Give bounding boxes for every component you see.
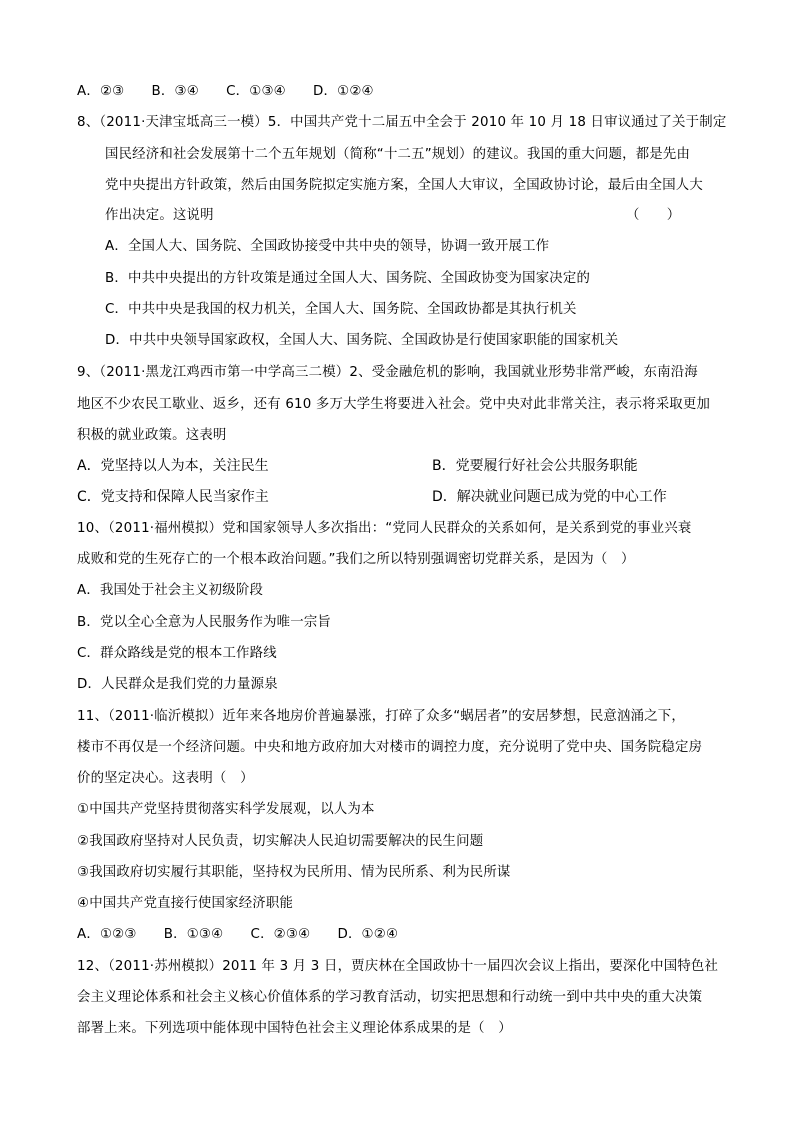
q9-stem-line-2: 地区不少农民工歇业、返乡，还有 610 多万大学生将要进入社会。党中央对此非常关注，表示将采取更加 (77, 397, 711, 412)
q12-stem-line-1: 12、（2011·苏州模拟）2011 年 3 月 3 日，贾庆林在全国政协十一届四次会议上指出，要深化中国特色社 (77, 959, 719, 974)
q11-statement-4: ④中国共产党直接行使国家经济职能 (77, 896, 294, 911)
q7-options: A．②③ B．③④ C．①③④ D．①②④ (77, 84, 374, 99)
q9-option-b: B．党要履行好社会公共服务职能 (432, 458, 638, 474)
q9-option-a: A．党坚持以人为本，关注民生 (77, 458, 269, 474)
q8-option-a: A．全国人大、国务院、全国政协接受中共中央的领导，协调一致开展工作 (105, 239, 550, 254)
q8-stem-line-1: 8、（2011·天津宝坻高三一模）5．中国共产党十二届五中全会于 2010 年 10 月 18 日审议通过了关于制定 (77, 115, 727, 130)
q8-answer-bracket: （ ） (626, 208, 681, 223)
q11-stem-line-3: 价的坚定决心。这表明（ ） (77, 771, 254, 786)
q8-stem-line-2: 国民经济和社会发展第十二个五年规划（简称“十二五”规划）的建议。我国的重大问题，都是先由 (105, 147, 691, 162)
q11-statement-3: ③我国政府切实履行其职能，坚持权为民所用、情为民所系、利为民所谋 (77, 865, 511, 880)
q8-option-c: C．中共中央是我国的权力机关，全国人大、国务院、全国政协都是其执行机关 (105, 302, 577, 317)
q10-stem-line-2: 成败和党的生死存亡的一个根本政治问题。”我们之所以特别强调密切党群关系，是因为（ ） (77, 552, 635, 567)
q12-stem-line-2: 会主义理论体系和社会主义核心价值体系的学习教育活动，切实把思想和行动统一到中共中央的重大决策 (77, 990, 703, 1005)
q11-statement-1: ①中国共产党坚持贯彻落实科学发展观，以人为本 (77, 802, 375, 817)
q9-stem-line-1: 9、（2011·黑龙江鸡西市第一中学高三二模）2、受金融危机的影响，我国就业形势非常严峻，东南沿海 (77, 365, 698, 380)
q8-option-b: B．中共中央提出的方针攻策是通过全国人大、国务院、全国政协变为国家决定的 (105, 271, 591, 286)
q10-option-d: D．人民群众是我们党的力量源泉 (77, 677, 278, 692)
q10-option-a: A．我国处于社会主义初级阶段 (77, 583, 264, 598)
q8-stem-line-4: 作出决定。这说明 (105, 208, 214, 223)
q11-stem-line-2: 楼市不再仅是一个经济问题。中央和地方政府加大对楼市的调控力度，充分说明了党中央、国务院稳定房 (77, 740, 703, 755)
q11-options: A．①②③ B．①③④ C．②③④ D．①②④ (77, 927, 399, 942)
q9-option-d: D．解决就业问题已成为党的中心工作 (432, 489, 667, 505)
q9-stem-line-3: 积极的就业政策。这表明 (77, 428, 227, 443)
q10-stem-line-1: 10、（2011·福州模拟）党和国家领导人多次指出：“党同人民群众的关系如何，是关系到党的事业兴衰 (77, 521, 692, 536)
q11-stem-line-1: 11、（2011·临沂模拟）近年来各地房价普遍暴涨，打碎了众多“蜗居者”的安居梦想，民意汹涌之下， (77, 709, 685, 724)
q12-stem-line-3: 部署上来。下列选项中能体现中国特色社会主义理论体系成果的是（ ） (77, 1021, 512, 1036)
q10-option-c: C．群众路线是党的根本工作路线 (77, 646, 277, 661)
q8-option-d: D．中共中央领导国家政权，全国人大、国务院、全国政协是行使国家职能的国家机关 (105, 333, 619, 348)
q9-option-c: C．党支持和保障人民当家作主 (77, 489, 269, 505)
q8-stem-line-3: 党中央提出方针政策，然后由国务院拟定实施方案，全国人大审议，全国政协讨论，最后由全国人大 (105, 178, 703, 193)
q10-option-b: B．党以全心全意为人民服务作为唯一宗旨 (77, 615, 332, 630)
q11-statement-2: ②我国政府坚持对人民负责，切实解决人民迫切需要解决的民生问题 (77, 834, 484, 849)
